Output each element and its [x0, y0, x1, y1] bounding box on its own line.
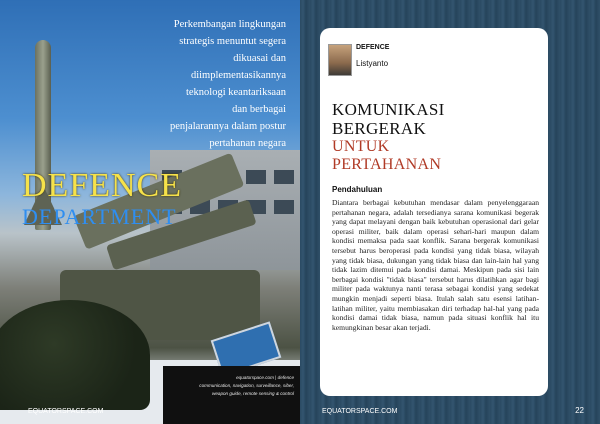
caption-line: equatorspace.com | defence — [236, 375, 294, 380]
caption-box — [163, 366, 300, 424]
caption-line: weapon guide, remote sensing & control — [212, 391, 294, 396]
caption-line: communication, navigation, surveillance, siber, — [199, 383, 294, 388]
intro-text — [126, 16, 286, 152]
article-title — [332, 100, 445, 138]
intro-line: dikuasai dan — [233, 53, 286, 64]
section-tag: DEFENCE — [356, 44, 390, 51]
right-page — [300, 0, 600, 424]
author-avatar — [328, 44, 352, 76]
intro-line: diimplementasikannya — [190, 70, 286, 81]
article-title-accent-line: PERTAHANAN — [332, 156, 442, 173]
intro-line: pertahanan negara — [209, 138, 286, 149]
footer-site-left: EQUATORSPACE.COM — [28, 408, 104, 415]
intro-line: dan berbagai — [232, 104, 286, 115]
page-number: 22 — [575, 406, 584, 415]
tree-photo-element — [0, 300, 150, 410]
caption-text — [162, 374, 294, 398]
article-card — [320, 28, 548, 396]
intro-line: Perkembangan lingkungan — [173, 19, 286, 30]
section-title-department: DEPARTMENT — [22, 204, 177, 229]
article-subheading: Pendahuluan — [332, 185, 383, 194]
article-title-accent-line: UNTUK — [332, 138, 390, 155]
article-title-line: BERGERAK — [332, 119, 427, 138]
intro-line: penjalarannya dalam postur — [169, 121, 286, 132]
article-body: Diantara berbagai kebutuhan mendasar dalam penyelenggaraan pertahanan negara, adalah tersedianya sarana komunikasi begerak yang dapat melayani dengan baik kebutuhan operasional dari gelar operasi militer, baik dalam operasi sehari-hari maupun dalam kondisi memaksa pada saat konflik. Sarana bergerak komunikasi tersebut harus beroperasi pada kondisi yang tidak biasa, wilayah yang tidak biasa, dukungan yang tidak biasa dan lain-lain hal yang tidak lazim ditemui pada kondisi damai. Meskipun pada sisi lain berbagai kondisi "tidak biasa" tersebut harus dilatihkan agar bagi militer pada waktunya nanti terasa sebagai kondisi yang sedekat mungkin menjadi seperti biasa. Itulah salah satu esensi latihan-latihan militer, yaitu membiasakan diri terhadap hal-hal yang pada kondisi damai tidak biasa, namun pada situasi konflik hal itu kemungkinan besar akan terjadi. — [332, 198, 539, 332]
footer-site-right: EQUATORSPACE.COM — [322, 408, 398, 415]
section-title-defence: DEFENCE — [22, 167, 182, 204]
article-title-line: KOMUNIKASI — [332, 100, 445, 119]
author-name: Listyanto — [356, 59, 389, 68]
intro-line: teknologi keantariksaan — [185, 87, 286, 98]
article-title-accent — [332, 138, 441, 174]
intro-line: strategis menuntut segera — [179, 36, 286, 47]
